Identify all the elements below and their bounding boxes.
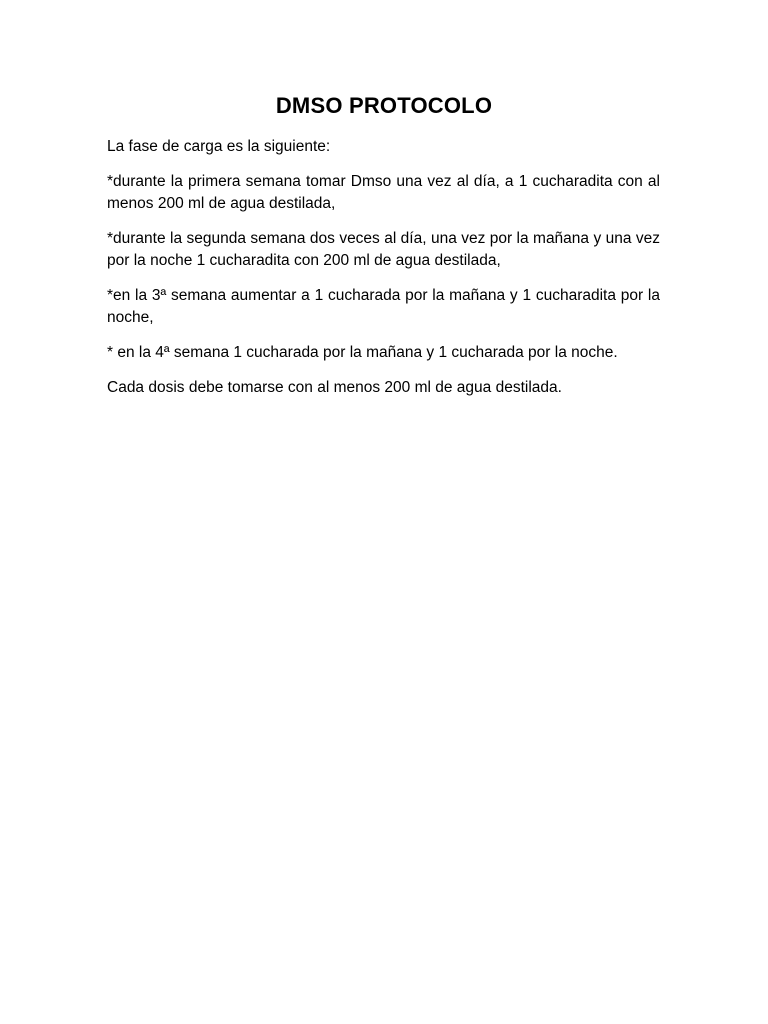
paragraph-week-3: *en la 3ª semana aumentar a 1 cucharada por la mañana y 1 cucharadita por la noche, xyxy=(107,287,660,326)
document-body xyxy=(107,136,660,412)
paragraph-week-4: * en la 4ª semana 1 cucharada por la mañana y 1 cucharada por la noche. xyxy=(107,344,618,361)
paragraph-dose-note: Cada dosis debe tomarse con al menos 200 ml de agua destilada. xyxy=(107,379,562,396)
document-title: DMSO PROTOCOLO xyxy=(275,93,493,118)
paragraph-week-2: *durante la segunda semana dos veces al día, una vez por la mañana y una vez por la noche 1 cucharadita con 200 ml de agua destilada, xyxy=(107,230,660,269)
paragraph-intro: La fase de carga es la siguiente: xyxy=(107,138,331,155)
paragraph-week-1: *durante la primera semana tomar Dmso una vez al día, a 1 cucharadita con al menos 200 ml de agua destilada, xyxy=(107,173,660,212)
